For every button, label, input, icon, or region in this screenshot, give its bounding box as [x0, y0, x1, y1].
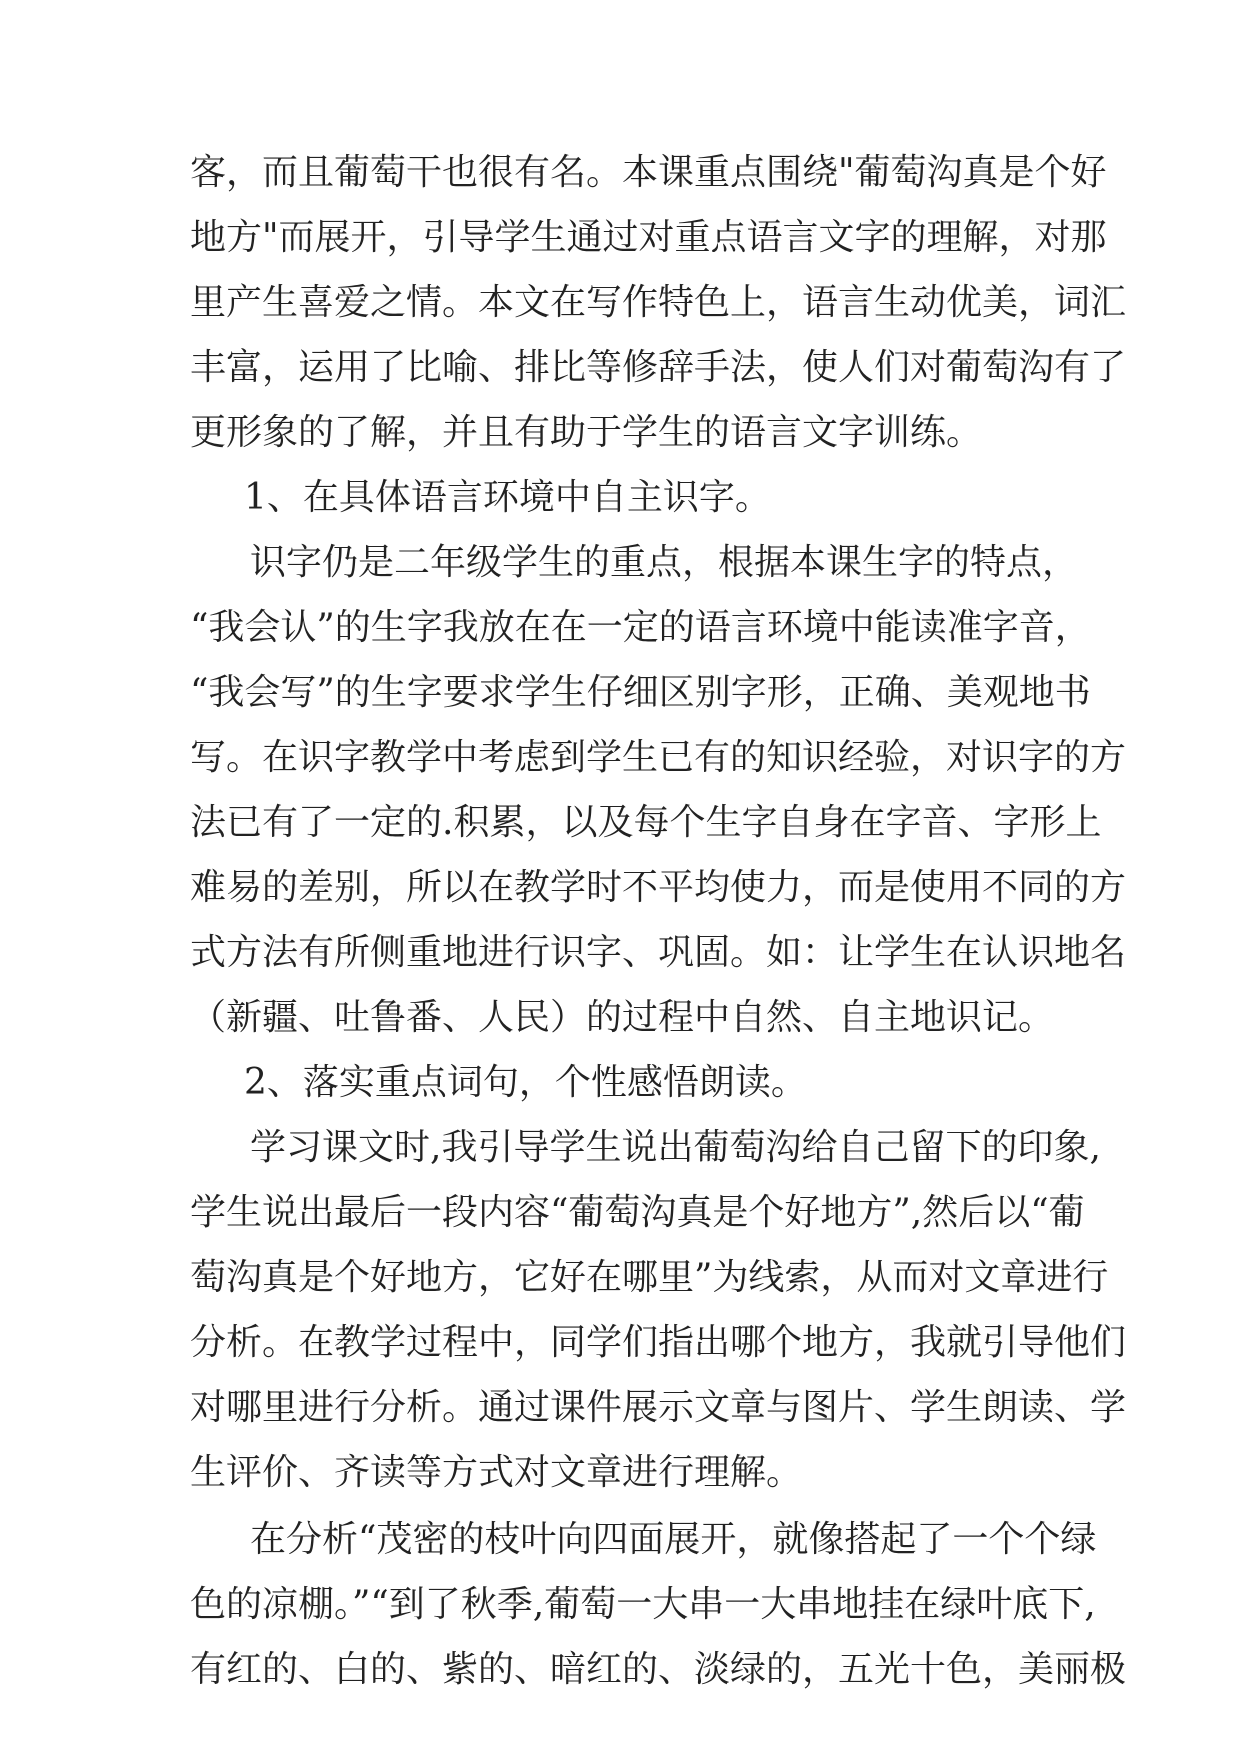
- text-line: 客，而且葡萄干也很有名。本课重点围绕"葡萄沟真是个好: [190, 152, 1107, 193]
- text-line: 色的凉棚。”“到了秋季,葡萄一大串一大串地挂在绿叶底下,: [190, 1584, 1096, 1625]
- text-line: 地方"而展开，引导学生通过对重点语言文字的理解，对那: [190, 217, 1107, 258]
- document-body: [190, 140, 1127, 1702]
- text-line: 里产生喜爱之情。本文在写作特色上，语言生动优美，词汇: [190, 282, 1127, 323]
- text-line: 丰富，运用了比喻、排比等修辞手法，使人们对葡萄沟有了: [190, 347, 1127, 388]
- section-heading-2: [190, 1050, 1050, 1115]
- text-line: 有红的、白的、紫的、暗红的、淡绿的，五光十色，美丽极: [190, 1649, 1127, 1690]
- section-heading-1: [190, 465, 1050, 530]
- text-line: “我会写”的生字要求学生仔细区别字形，正确、美观地书: [190, 672, 1091, 713]
- text-line: 法已有了一定的.积累，以及每个生字自身在字音、字形上: [190, 802, 1102, 843]
- text-line: （新疆、吐鲁番、人民）的过程中自然、自主地识记。: [190, 997, 1055, 1038]
- heading-text: 2、落实重点词句，个性感悟朗读。: [244, 1062, 807, 1103]
- text-line: 更形象的了解，并且有助于学生的语言文字训练。: [190, 412, 983, 453]
- text-line: 对哪里进行分析。通过课件展示文章与图片、学生朗读、学: [190, 1387, 1127, 1428]
- text-line: 写。在识字教学中考虑到学生已有的知识经验，对识字的方: [190, 737, 1127, 778]
- text-line: 学生说出最后一段内容“葡萄沟真是个好地方”,然后以“葡: [190, 1192, 1085, 1233]
- intro-paragraph: [190, 140, 1127, 465]
- literacy-paragraph: [190, 530, 1127, 1050]
- text-line: 生评价、齐读等方式对文章进行理解。: [190, 1452, 803, 1493]
- text-line: “我会认”的生字我放在在一定的语言环境中能读准字音，: [190, 607, 1091, 648]
- text-line: 学习课文时,我引导学生说出葡萄沟给自己留下的印象,: [250, 1127, 1101, 1168]
- text-line: 萄沟真是个好地方，它好在哪里”为线索，从而对文章进行: [190, 1257, 1109, 1298]
- text-line: 分析。在教学过程中，同学们指出哪个地方，我就引导他们: [190, 1322, 1127, 1363]
- text-line: 识字仍是二年级学生的重点，根据本课生字的特点，: [250, 542, 1079, 583]
- text-line: 式方法有所侧重地进行识字、巩固。如：让学生在认识地名: [190, 932, 1127, 973]
- text-line: 在分析“茂密的枝叶向四面展开，就像搭起了一个个绿: [250, 1519, 1097, 1560]
- analysis-paragraph: [190, 1507, 1127, 1702]
- heading-text: 1、在具体语言环境中自主识字。: [244, 477, 771, 518]
- text-line: 难易的差别，所以在教学时不平均使力，而是使用不同的方: [190, 867, 1127, 908]
- reading-paragraph: [190, 1115, 1127, 1505]
